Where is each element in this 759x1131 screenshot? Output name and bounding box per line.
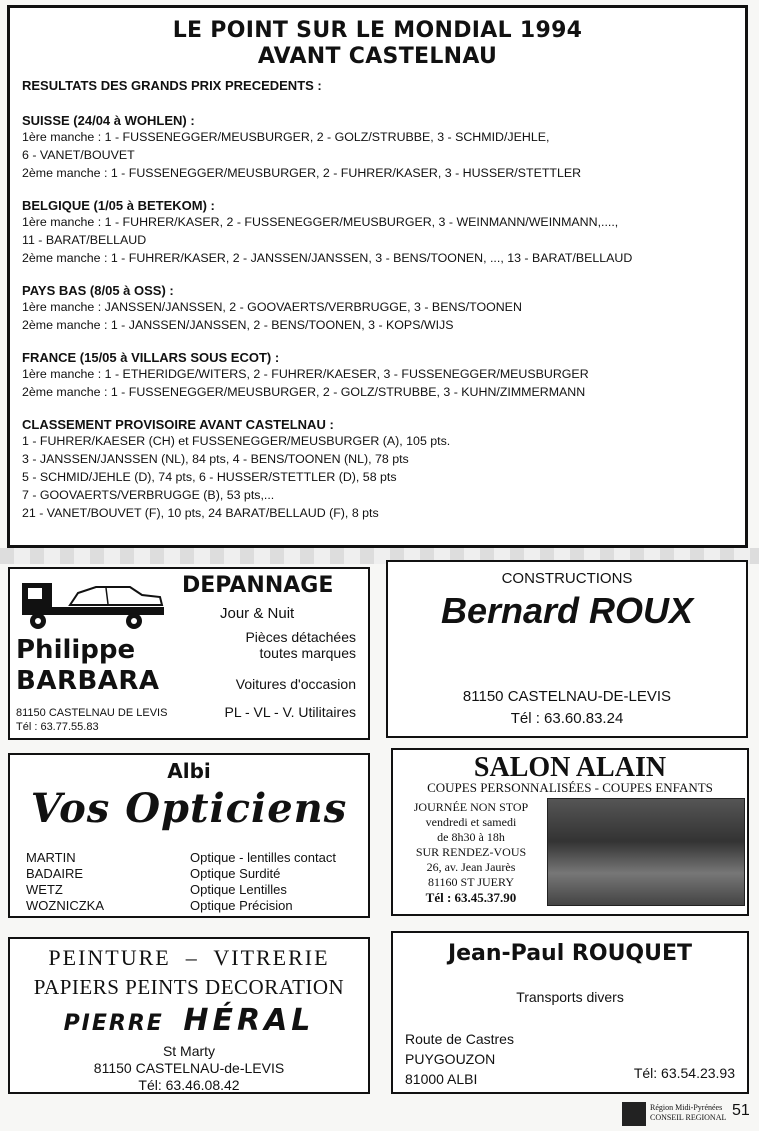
salon-line: vendredi et samedi xyxy=(425,815,517,829)
region-council: CONSEIL REGIONAL xyxy=(650,1113,727,1122)
opticiens-headline: Vos Opticiens xyxy=(30,785,348,832)
optician-name: WETZ xyxy=(26,882,63,897)
standing-line: 21 - VANET/BOUVET (F), 10 pts, 24 BARAT/BELLAUD (F), 8 pts xyxy=(22,506,379,520)
salon-line: 26, av. Jean Jaurès xyxy=(426,860,516,874)
optician-name: WOZNICZKA xyxy=(26,898,104,913)
roux-name: Bernard ROUX xyxy=(440,590,694,631)
result-line: 1ère manche : 1 - FUHRER/KASER, 2 - FUSSENEGGER/MEUSBURGER, 3 - WEINMANN/WEINMANN,...., xyxy=(22,215,619,229)
rouquet-name: Jean-Paul ROUQUET xyxy=(447,941,693,966)
standing-line: 5 - SCHMID/JEHLE (D), 74 pts, 6 - HUSSER/STETTLER (D), 58 pts xyxy=(22,470,397,484)
result-line: 6 - VANET/BOUVET xyxy=(22,148,135,162)
ad-roux xyxy=(386,560,748,738)
optician-name: BADAIRE xyxy=(26,866,84,881)
ad-opticiens xyxy=(8,753,370,918)
section-head: PAYS BAS (8/05 à OSS) : xyxy=(22,283,174,298)
rouquet-service: Transports divers xyxy=(516,989,624,1005)
opticiens-city: Albi xyxy=(167,759,211,783)
result-line: 1ère manche : JANSSEN/JANSSEN, 2 - GOOVAERTS/VERBRUGGE, 3 - BENS/TOONEN xyxy=(22,300,522,314)
roux-phone: Tél : 63.60.83.24 xyxy=(510,710,624,727)
roux-kicker: CONSTRUCTIONS xyxy=(501,570,633,587)
ad-rouquet xyxy=(391,931,749,1094)
salon-title: SALON ALAIN xyxy=(473,752,667,783)
ad-depannage xyxy=(8,567,370,740)
peinture-owner xyxy=(10,1003,368,1038)
peinture-line-2: PAPIERS PEINTS DECORATION xyxy=(33,975,345,999)
standing-line: 3 - JANSSEN/JANSSEN (NL), 84 pts, 4 - BENS/TOONEN (NL), 78 pts xyxy=(22,452,409,466)
rouquet-phone: Tél: 63.54.23.93 xyxy=(633,1065,735,1081)
results-subtitle: RESULTATS DES GRANDS PRIX PRECEDENTS : xyxy=(22,78,322,93)
rouquet-address xyxy=(405,1029,514,1089)
section-pays-bas xyxy=(22,283,733,334)
standing-line: 7 - GOOVAERTS/VERBRUGGE (B), 53 pts,... xyxy=(22,488,275,502)
result-line: 1ère manche : 1 - ETHERIDGE/WITERS, 2 - FUHRER/KAESER, 3 - FUSSENEGGER/MEUSBURGER xyxy=(22,367,589,381)
salon-info xyxy=(397,800,545,905)
peinture-phone: Tél: 63.46.08.42 xyxy=(138,1077,240,1093)
salon-phone: Tél : 63.45.37.90 xyxy=(425,890,517,905)
tow-truck-icon xyxy=(18,577,168,635)
standing-line: 1 - FUHRER/KAESER (CH) et FUSSENEGGER/MEUSBURGER (A), 105 pts. xyxy=(22,434,451,448)
optician-service: Optique Lentilles xyxy=(190,882,287,897)
peinture-address: 81150 CASTELNAU-de-LEVIS xyxy=(93,1060,285,1076)
section-head: CLASSEMENT PROVISOIRE AVANT CASTELNAU : xyxy=(22,417,334,432)
depannage-phone: Tél : 63.77.55.83 xyxy=(16,721,99,733)
section-suisse xyxy=(22,113,733,182)
owner-last-name: BARBARA xyxy=(16,666,160,696)
results-box xyxy=(7,5,748,548)
region-logo-icon xyxy=(622,1102,646,1126)
optician-service: Optique Précision xyxy=(190,898,293,913)
depannage-hours: Jour & Nuit xyxy=(220,605,295,622)
page-number: 51 xyxy=(732,1102,750,1119)
salon-line: de 8h30 à 18h xyxy=(437,830,505,844)
result-line: 1ère manche : 1 - FUSSENEGGER/MEUSBURGER, 2 - GOLZ/STRUBBE, 3 - SCHMID/JEHLE, xyxy=(22,130,550,144)
section-head: FRANCE (15/05 à VILLARS SOUS ECOT) : xyxy=(22,350,280,365)
parts-line-1: Pièces détachées xyxy=(245,629,356,645)
depannage-title: DEPANNAGE xyxy=(182,573,334,598)
section-france xyxy=(22,350,733,401)
peinture-line-1: PEINTURE – VITRERIE xyxy=(48,945,330,970)
roux-address: 81150 CASTELNAU-DE-LEVIS xyxy=(462,688,672,705)
peinture-place: St Marty xyxy=(162,1043,216,1059)
depannage-parts xyxy=(245,629,356,661)
rouquet-city: 81000 ALBI xyxy=(405,1071,478,1087)
owner-first-name: Philippe xyxy=(16,635,136,665)
salon-tagline: COUPES PERSONNALISÉES - COUPES ENFANTS xyxy=(427,780,713,795)
footer-region xyxy=(650,1103,726,1123)
salon-line: SUR RENDEZ-VOUS xyxy=(415,845,527,859)
depannage-used-cars: Voitures d'occasion xyxy=(235,676,356,692)
optician-name: MARTIN xyxy=(26,850,76,865)
owner-first-name: PIERRE xyxy=(63,1011,164,1036)
region-name: Région Midi-Pyrénées xyxy=(650,1103,723,1112)
rouquet-town: PUYGOUZON xyxy=(405,1051,496,1067)
ad-peinture xyxy=(8,937,370,1094)
results-title: LE POINT SUR LE MONDIAL 1994 xyxy=(172,18,583,43)
result-line: 2ème manche : 1 - FUSSENEGGER/MEUSBURGER, 2 - GOLZ/STRUBBE, 3 - KUHN/ZIMMERMANN xyxy=(22,385,586,399)
salon-line: 81160 ST JUERY xyxy=(427,875,514,889)
section-classement xyxy=(22,417,733,522)
results-subtitle-venue: AVANT CASTELNAU xyxy=(257,44,498,69)
salon-line: JOURNÉE NON STOP xyxy=(413,800,529,814)
parts-line-2: toutes marques xyxy=(259,645,356,661)
result-line: 11 - BARAT/BELLAUD xyxy=(22,233,147,247)
opticiens-services xyxy=(190,850,336,914)
owner-last-name: HÉRAL xyxy=(183,1003,315,1038)
optician-service: Optique - lentilles contact xyxy=(190,850,336,865)
section-head: SUISSE (24/04 à WOHLEN) : xyxy=(22,113,195,128)
section-belgique xyxy=(22,198,733,267)
depannage-address: 81150 CASTELNAU DE LEVIS xyxy=(16,707,168,719)
opticiens-names xyxy=(26,850,104,914)
result-line: 2ème manche : 1 - FUSSENEGGER/MEUSBURGER, 2 - FUHRER/KASER, 3 - HUSSER/STETTLER xyxy=(22,166,582,180)
section-head: BELGIQUE (1/05 à BETEKOM) : xyxy=(22,198,215,213)
optician-service: Optique Surdité xyxy=(190,866,281,881)
result-line: 2ème manche : 1 - FUHRER/KASER, 2 - JANSSEN/JANSSEN, 3 - BENS/TOONEN, ..., 13 - BARAT/BELLAUD xyxy=(22,251,633,265)
depannage-vehicles: PL - VL - V. Utilitaires xyxy=(224,704,356,720)
rouquet-street: Route de Castres xyxy=(405,1031,514,1047)
salon-interior-photo xyxy=(547,798,745,906)
result-line: 2ème manche : 1 - JANSSEN/JANSSEN, 2 - BENS/TOONEN, 3 - KOPS/WIJS xyxy=(22,318,454,332)
ad-salon-alain xyxy=(391,748,749,916)
